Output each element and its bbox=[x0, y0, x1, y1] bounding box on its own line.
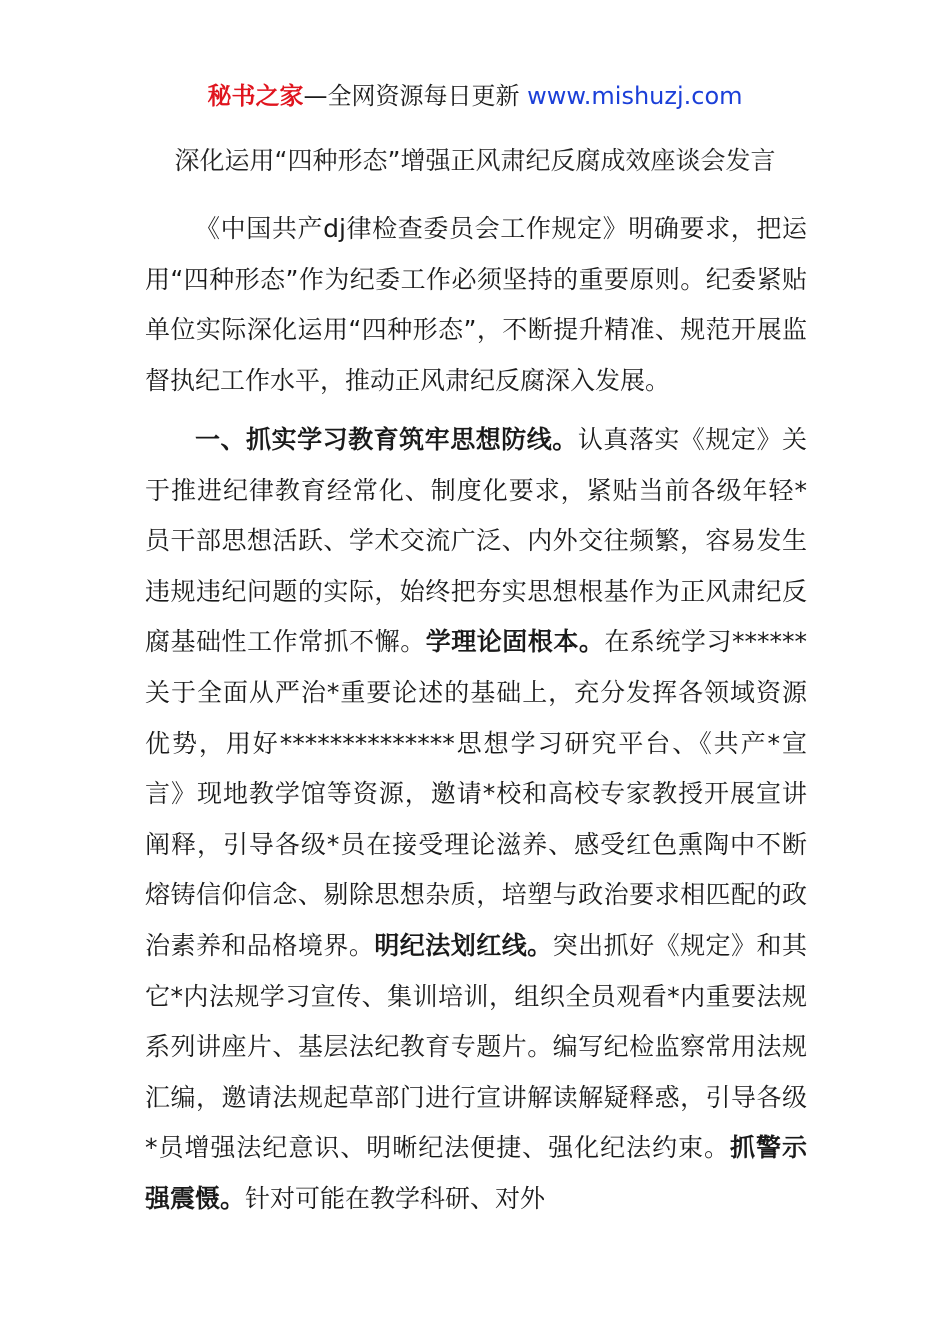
body-text: 针对可能在教学科研、对外 bbox=[245, 1183, 546, 1213]
body-text: 认真落实《规定》关于推进纪律教育经常化、制度化要求，紧贴当前各级年轻*员干部思想活跃、学术交流广泛、内外交往频繁，容易发生违规违纪问题的实际，始终把夯实思想根基作为正风肃纪反腐基础性工作常抓不懈。 bbox=[145, 425, 807, 657]
subheading-theory: 学理论固根本。 bbox=[425, 627, 605, 657]
site-brand: 秘书之家 bbox=[207, 82, 304, 110]
site-url-link[interactable]: www.mishuzj.com bbox=[527, 82, 743, 110]
site-header bbox=[0, 80, 950, 112]
intro-paragraph: 《中国共产dj律检查委员会工作规定》明确要求，把运用“四种形态”作为纪委工作必须坚持的重要原则。纪委紧贴单位实际深化运用“四种形态”，不断提升精准、规范开展监督执纪工作水平，推动正风肃纪反腐深入发展。 bbox=[145, 214, 807, 395]
subheading-warning: 抓警示强震慑。 bbox=[145, 1133, 807, 1213]
body-text: 突出抓好《规定》和其它*内法规学习宣传、集训培训，组织全员观看*内重要法规系列讲座片、基层法纪教育专题片。编写纪检监察常用法规汇编，邀请法规起草部门进行宣讲解读解疑释惑，引导各级*员增强法纪意识、明晰纪法便捷、强化纪法约束。 bbox=[145, 930, 807, 1163]
subheading-discipline: 明纪法划红线。 bbox=[374, 930, 553, 960]
site-tagline: —全网资源每日更新 bbox=[303, 82, 520, 110]
section-heading: 一、抓实学习教育筑牢思想防线。 bbox=[195, 425, 578, 454]
body-text: 在系统学习******关于全面从严治*重要论述的基础上，充分发挥各领域资源优势，用好**************思想学习研究平台、《共产*宣言》现地教学馆等资源，邀请*校和高校专家教授开展宣讲阐释，引导各级*员在接受理论滋养、感受红色熏陶中不断熔铸信仰信念、剔除思想杂质，培塑与政治要求相匹配的政治素养和品格境界。 bbox=[145, 627, 807, 960]
document-title: 深化运用“四种形态”增强正风肃纪反腐成效座谈会发言 bbox=[174, 146, 776, 175]
section-one-paragraph bbox=[145, 415, 807, 1225]
